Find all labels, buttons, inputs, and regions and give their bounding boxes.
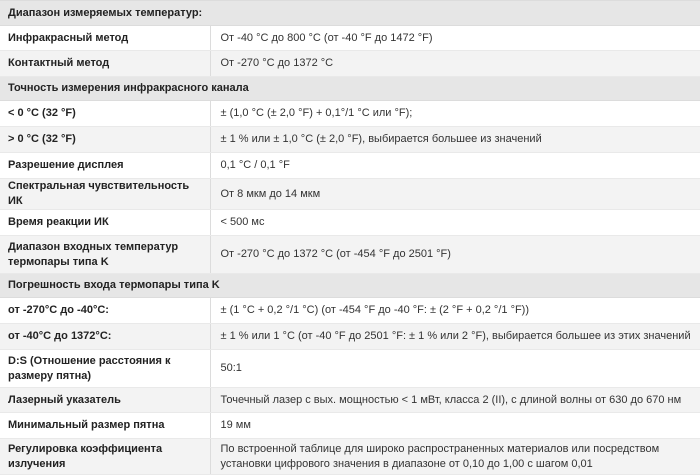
spec-label: от -40°C до 1372°C: — [0, 324, 210, 350]
spec-value: ± (1,0 °C (± 2,0 °F) + 0,1°/1 °C или °F); — [210, 101, 700, 127]
table-row — [0, 51, 700, 77]
spec-value: От -40 °C до 800 °C (от -40 °F до 1472 °F) — [210, 26, 700, 51]
section-header — [0, 77, 700, 101]
table-row — [0, 210, 700, 236]
spec-label: Инфракрасный метод — [0, 26, 210, 51]
spec-label: Контактный метод — [0, 51, 210, 77]
spec-value: По встроенной таблице для широко распространенных материалов или посредством установки цифрового значения в диапазоне от 0,10 до 1,00 с шагом 0,01 — [210, 439, 700, 475]
spec-value: От -270 °C до 1372 °C (от -454 °F до 2501 °F) — [210, 236, 700, 274]
spec-label: Регулировка коэффициента излучения — [0, 439, 210, 475]
table-row — [0, 413, 700, 439]
spec-label: < 0 °C (32 °F) — [0, 101, 210, 127]
spec-label: Лазерный указатель — [0, 388, 210, 413]
spec-label: Диапазон входных температур термопары типа K — [0, 236, 210, 274]
spec-label: > 0 °C (32 °F) — [0, 127, 210, 153]
table-row — [0, 439, 700, 475]
section-title: Диапазон измеряемых температур: — [0, 1, 700, 26]
section-title: Точность измерения инфракрасного канала — [0, 77, 700, 101]
spec-value: ± (1 °C + 0,2 °/1 °C) (от -454 °F до -40 °F: ± (2 °F + 0,2 °/1 °F)) — [210, 298, 700, 324]
table-row — [0, 236, 700, 274]
spec-label: от -270°C до -40°C: — [0, 298, 210, 324]
spec-value: ± 1 % или ± 1,0 °C (± 2,0 °F), выбирается большее из значений — [210, 127, 700, 153]
table-row — [0, 127, 700, 153]
table-row — [0, 298, 700, 324]
spec-value: < 500 мс — [210, 210, 700, 236]
table-row — [0, 324, 700, 350]
spec-value: Точечный лазер с вых. мощностью < 1 мВт, класса 2 (II), с длиной волны от 630 до 670 нм — [210, 388, 700, 413]
section-header — [0, 1, 700, 26]
spec-value: 19 мм — [210, 413, 700, 439]
table-row — [0, 350, 700, 388]
spec-label: D:S (Отношение расстояния к размеру пятна) — [0, 350, 210, 388]
spec-label: Разрешение дисплея — [0, 153, 210, 179]
section-header — [0, 274, 700, 298]
table-row — [0, 26, 700, 51]
spec-value: От -270 °C до 1372 °C — [210, 51, 700, 77]
table-row — [0, 101, 700, 127]
table-row — [0, 388, 700, 413]
section-title: Погрешность входа термопары типа K — [0, 274, 700, 298]
spec-value: От 8 мкм до 14 мкм — [210, 179, 700, 210]
spec-value: 50:1 — [210, 350, 700, 388]
table-row — [0, 153, 700, 179]
spec-value: 0,1 °C / 0,1 °F — [210, 153, 700, 179]
table-row — [0, 179, 700, 210]
spec-label: Спектральная чувствительность ИК — [0, 179, 210, 210]
spec-label: Время реакции ИК — [0, 210, 210, 236]
spec-value: ± 1 % или 1 °C (от -40 °F до 2501 °F: ± 1 % или 2 °F), выбирается большее из этих значений — [210, 324, 700, 350]
spec-label: Минимальный размер пятна — [0, 413, 210, 439]
